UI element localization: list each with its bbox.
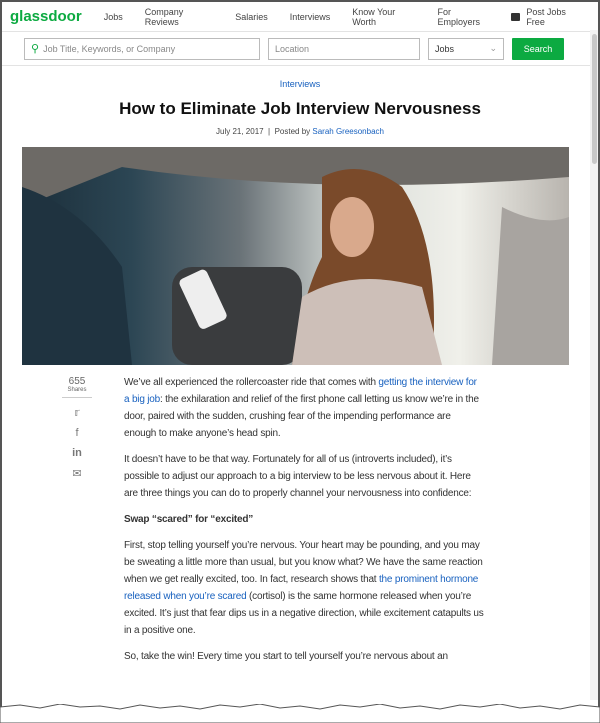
author-link[interactable]: Sarah Greesonbach <box>312 127 384 136</box>
post-jobs-link[interactable]: Post Jobs Free <box>526 6 566 27</box>
hero-image <box>22 147 569 365</box>
search-icon: ⚲ <box>31 43 40 55</box>
paragraph: First, stop telling yourself you’re nervous. Your heart may be pounding, and you may be sweating a little more than usual, but you know what? We have the same reaction when we get really excited, too. In fact, research shows that the prominent hormone released when you’re scared (cortisol) is the same hormone released when you’re excited. It’s just that fear dips us in a negative direction, while excitement catapults us in a positive one. <box>124 540 484 636</box>
share-count: 655 <box>68 376 86 387</box>
twitter-icon[interactable]: 𝕣 <box>74 407 80 419</box>
nav-know-your-worth[interactable]: Know Your Worth <box>352 6 396 27</box>
page-title: How to Eliminate Job Interview Nervousness <box>119 99 481 118</box>
article-body <box>124 374 484 674</box>
nav-company-reviews[interactable]: Company Reviews <box>144 6 184 27</box>
chevron-down-icon: ⌄ <box>489 43 497 53</box>
article-meta: July 21, 2017 | Posted by Sarah Greesonbach <box>216 127 384 136</box>
category-link[interactable]: Interviews <box>279 79 321 89</box>
location-input[interactable]: Location <box>268 38 420 60</box>
section-heading: Swap “scared” for “excited” <box>124 514 254 525</box>
search-bar <box>2 32 598 66</box>
type-select[interactable]: Jobs ⌄ <box>428 38 504 60</box>
scrollbar-thumb[interactable] <box>592 34 597 164</box>
paragraph: We’ve all experienced the rollercoaster ride that comes with getting the interview for a big job: the exhilaration and relief of the first phone call letting us know we’re in the door, paired with the sudden, crushing fear of the impending performance are enough to make anyone’s head spin. <box>124 377 479 439</box>
nav-salaries[interactable]: Salaries <box>235 11 268 22</box>
paragraph: So, take the win! Every time you start to tell yourself you’re nervous about an <box>124 651 448 662</box>
keyword-input[interactable]: ⚲ Job Title, Keywords, or Company <box>24 38 260 60</box>
facebook-icon[interactable]: f <box>75 427 79 439</box>
linkedin-icon[interactable]: in <box>72 447 82 459</box>
briefcase-icon <box>511 13 520 21</box>
paragraph: It doesn’t have to be that way. Fortunately for all of us (introverts included), it’s possible to adjust our approach to a big interview to be less nervous about it. Here are three things you can do to properly channel your nervousness into confidence: <box>124 454 472 499</box>
woman-in-car-photo <box>22 147 569 365</box>
email-icon[interactable]: ✉ <box>72 468 82 480</box>
inline-link[interactable]: the prominent hormone released when you’re scared <box>124 574 479 602</box>
nav-jobs[interactable]: Jobs <box>103 11 123 22</box>
for-employers-link[interactable]: For Employers <box>437 6 481 27</box>
nav-interviews[interactable]: Interviews <box>289 11 331 22</box>
share-sidebar: 655 Shares 𝕣 f in ✉ <box>62 376 92 480</box>
torn-edge <box>0 704 600 723</box>
search-button[interactable]: Search <box>512 38 564 60</box>
inline-link[interactable]: getting the interview for a big job <box>124 377 477 405</box>
glassdoor-logo[interactable]: glassdoor <box>10 8 82 25</box>
top-nav <box>2 2 598 32</box>
